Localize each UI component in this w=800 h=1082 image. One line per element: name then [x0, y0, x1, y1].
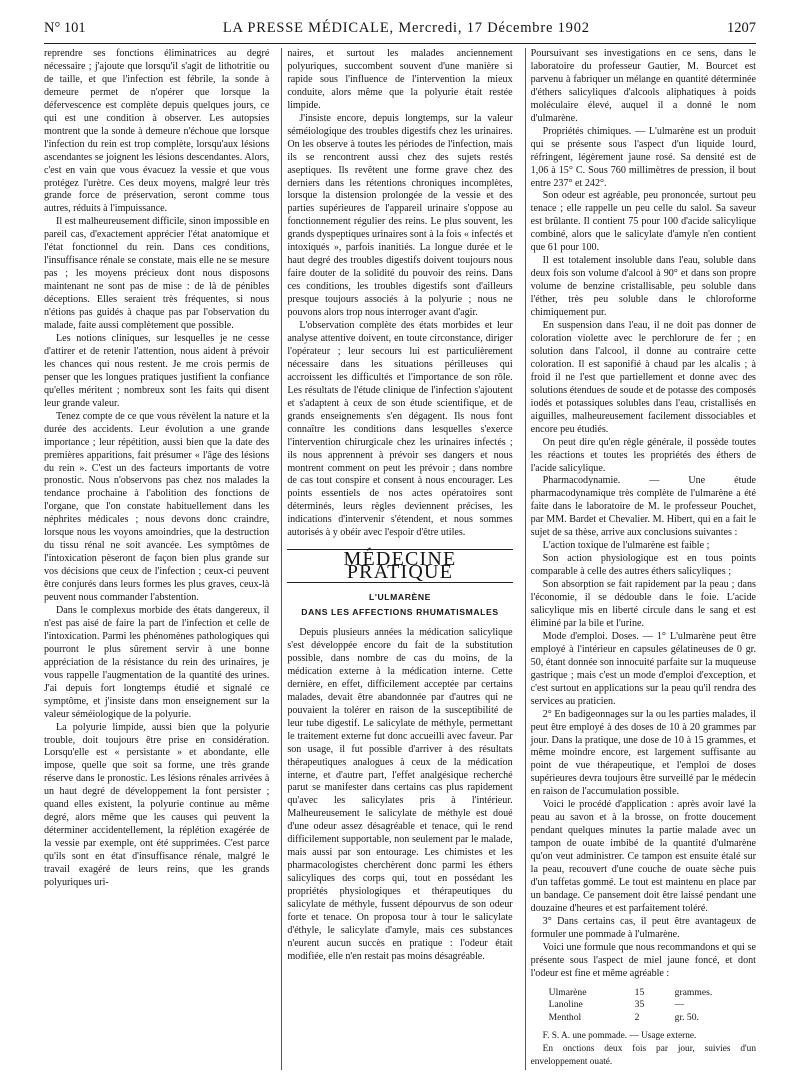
issue-number: N° 101	[44, 20, 86, 36]
closing-note: En onctions deux fois par jour, suivies d'un enveloppement ouaté.	[530, 1044, 756, 1068]
ingredient-name: Lanoline	[548, 999, 583, 1011]
paragraph: L'observation complète des états morbides et leur analyse attentive doivent, en toute circonstance, diriger l'opérateur ; leur secours lui est particulièrement nécessaire dans les situations périlleuses qui accroissent les difficultés et l'importance de son rôle. Les résultats de l'étude clinique de l'infection s'ajoutent et s'adaptent à ceux de son étude scientifique, et de grands enseignements s'en dégagent. Ils nous font connaître les conditions dans lesquelles s'exerce l'intervention chirurgicale chez les urinaires infectés ; ils nous apprennent à prévoir ses dangers et nous montrent comment on peut les prévoir ; dans nombre de cas tout conspire et consent à nous encourager. Les points essentiels de nos actes opératoires sont déterminés, leurs règles deviennent précises, les indications d'intervenir s'étendent, et nous sommes autorisés à y obéir avec l'espoir d'être utiles.	[287, 320, 513, 539]
article-title: L'ULMARÈNE	[368, 592, 431, 603]
article-subtitle: DANS LES AFFECTIONS RHUMATISMALES	[301, 607, 499, 618]
paragraph: Poursuivant ses investigations en ce sens, dans le laboratoire du professeur Gautier, M. Bourcet est parvenu à fabriquer un mélange en quantité déterminée d'éthers salicyliques d'alcools aliphatiques à poids moléculaire élevé, auquel il a donné le nom d'ulmarène.	[530, 48, 756, 124]
column-3	[525, 48, 756, 1070]
paragraph: 2° En badigeonnages sur la ou les parties malades, il peut être employé à des doses de 10 à 20 grammes par jour. Dans la pratique, une dose de 10 à 15 grammes, et même moindre encore, est largement suffisante au point de vue thérapeutique, et l'emploi de doses supérieures devra toujours être surveillé par le médecin en raison de l'accumulation possible.	[530, 708, 756, 798]
journal-title: LA PRESSE MÉDICALE, Mercredi, 17 Décembre 1902	[222, 20, 590, 36]
formula-row	[549, 987, 756, 1000]
paragraph: Mode d'emploi. Doses. — 1° L'ulmarène peut être employé à l'intérieur en capsules gélatineuses de 0 gr. 50, étant donnée son innocuité parfaite sur la muqueuse gastrique ; mais c'est un mode d'emploi d'exception, et c'est surtout en applications sur la peau qu'il rendra des services au praticien.	[530, 630, 756, 707]
paragraph: 3° Dans certains cas, il peut être avantageux de formuler une pommade à l'ulmarène.	[530, 915, 756, 940]
paragraph: reprendre ses fonctions éliminatrices au degré nécessaire ; j'ajoute que lorsqu'il s'agit de lithotritie ou de taille, et que l'infection est fébrile, la sonde à demeure permet de n'opérer que lorsque la défervescence est complète depuis quelques jours, ce qui est une condition à observer. Les autopsies montrent que la sonde à demeure n'échoue que lorsque l'infection du rein est trop complète, lorsqu'aux lésions ascendantes se joignent les lésions descendantes. Alors, c'est en vain que vous évacuez la vessie et que vous protégez l'urètre. Ces deux moyens, malgré leur très grande force de préservation, seront comme tous autres, réduits à l'impuissance.	[44, 48, 270, 215]
text-columns	[44, 48, 756, 1070]
ingredient-name: Menthol	[548, 1011, 582, 1023]
page-number: 1207	[727, 20, 756, 36]
page-header	[44, 20, 756, 44]
formula-row	[549, 1012, 756, 1025]
paragraph: Les notions cliniques, sur lesquelles je ne cesse d'attirer et de retenir l'attention, nous aident à prévoir les chances qui nous restent. Je me crois permis de penser que les longues pratiques justifient la confiance qu'elles méritent ; nombreux sont les faits qui disent leur grande valeur.	[44, 332, 270, 409]
ingredient-unit: gr. 50.	[674, 1011, 699, 1023]
ingredient-qty: 15	[634, 986, 645, 998]
ingredient-name: Ulmarène	[548, 986, 587, 998]
paragraph: Il est malheureusement difficile, sinon impossible en pareil cas, d'exactement apprécier l'état anatomique et l'état fonctionnel du rein. Dans ces conditions, l'insuffisance rénale se constate, mais elle ne se mesure pas ; les moyens précieux dont nous disposons maintenant ne sont pas de mise : de là de pénibles déceptions. Elles seraient très fréquentes, si nous n'étions pas guidés à chaque pas par l'observation du malade, faite aussi complètement que possible.	[44, 216, 270, 332]
paragraph: Son odeur est agréable, peu prononcée, surtout peu tenace ; elle rappelle un peu celle du salol. Sa saveur est brûlante. Il contient 75 pour 100 d'acide salicylique combiné, alors que le salicylate d'amyle n'en contient que 61 pour 100.	[530, 190, 756, 254]
paragraph: Depuis plusieurs années la médication salicylique s'est développée encore du fait de la substitution possible, dans nombre de cas du moins, de la médication externe à la médication interne. Cette dernière, en effet, difficilement acceptée par certains malades, devait être abandonnée par d'autres qui ne pouvaient la tolérer en raison de la susceptibilité de leur tube digestif. Le salicylate de méthyle, permettant le traitement externe fut donc accueilli avec faveur. Par son usage, il fut possible d'arriver à des résultats thérapeutiques analogues à ceux de la médication interne, et d'autre part, l'effet analgésique recherché parut se manifester dans certains cas plus rapidement qu'avec les salicylates pris à l'intérieur. Malheureusement le salicylate de méthyle est doué d'une odeur assez désagréable et tenace, qui le rend difficilement supportable, non seulement par le malade, mais aussi par son entourage. Les chimistes et les pharmacologistes cherchèrent donc parmi les éthers salicyliques des corps qui, tout en possédant les propriétés physiologiques et thérapeutiques du salicylate de méthyle, fussent dépourvus de son odeur forte et tenace. On proposa tour à tour le salicylate d'éthyle, le salicylate d'amyle, mais ces substances n'eurent aucun succès en pratique : l'odeur était modifiée, elle n'en restait pas moins désagréable.	[287, 627, 513, 962]
paragraph: En suspension dans l'eau, il ne doit pas donner de coloration violette avec le perchlorure de fer ; en solution dans l'alcool, il donne au contraire cette coloration. Il est saponifié à chaud par les alcalis ; à froid il ne l'est que partiellement et donne avec des solutions étendues de soude et de potasse des composés iodés et potassiques solubles dans l'eau, cristallisés en aiguilles, malheureusement facilement dissociables et encore peu étudiés.	[530, 320, 756, 435]
paragraph: Il est totalement insoluble dans l'eau, soluble dans deux fois son volume d'alcool à 90° et dans son propre volume de benzine cristallisable, peu soluble dans l'éther, très peu soluble dans le chloroforme chimiquement pur.	[530, 255, 756, 319]
paragraph: Son absorption se fait rapidement par la peau ; dans l'économie, il se dédouble dans le foie. L'acide salicylique mis en liberté circule dans le sang et est éliminé par la bile et l'urine.	[530, 579, 756, 629]
column-1	[44, 48, 269, 1070]
section-title: MÉDECINE PRATIQUE	[343, 548, 457, 584]
paragraph: On peut dire qu'en règle générale, il possède toutes les réactions et toutes les propriétés des éthers de l'acide salicylique.	[530, 436, 756, 474]
paragraph: Voici le procédé d'application : après avoir lavé la peau au savon et à la brosse, on frotte doucement pendant quelques minutes la partie malade avec un tampon de ouate imbibé de la quantité d'ulmarène qu'on veut administrer. Ce tampon est ensuite étalé sur la peau, recouvert d'une couche de ouate sèche puis d'un taffetas gommé. Le tout est maintenu en place par un bandage. Ce pansement doit être laissé pendant une douzaine d'heures et est parfaitement toléré.	[530, 799, 756, 914]
ingredient-unit: —	[674, 999, 685, 1011]
formula-row	[549, 999, 756, 1012]
paragraph: Propriétés chimiques. — L'ulmarène est un produit qui se présente sous l'aspect d'un liquide lourd, réfringent, légèrement jaune rosé. Sa densité est de 1,06 à 15° C. Sous 760 millimètres de pression, il bout entre 237° et 242°.	[530, 125, 756, 189]
paragraph: La polyurie limpide, aussi bien que la polyurie trouble, doit toujours être prise en considération. Lorsqu'elle est « persistante » et abondante, elle impose, quelle que soit sa forme, une très grande réserve dans le pronostic. Les lésions rénales arrivées à un haut degré de développement la font persister ; quand elles existent, la polyurie continue au même degré, alors même que les causes qui peuvent la déterminer accidentellement, la réplétion exagérée de la vessie par exemple, ont été supprimées. C'est parce qu'ils sont en état d'insuffisance rénale, malgré le travail exagéré de leurs reins, que les grands polyuriques uri-	[44, 721, 270, 888]
paragraph: Voici une formule que nous recommandons et qui se présente sous l'aspect de miel jaune foncé, et dont l'odeur est fine et même agréable :	[530, 941, 756, 979]
paragraph: Tenez compte de ce que vous révèlent la nature et la durée des accidents. Leur évolution a une grande importance ; leur répétition, aussi bien que la date des premières apparitions, fait présumer « l'âge des lésions du rein ». C'est un des facteurs importants de votre pronostic. Nous n'observons pas chez nos malades la tendance prochaine à l'abolition des fonctions de l'organe, que l'on constate habituellement dans les néphrites médicales ; nous devons donc craindre, lorsque nous les voyons amoindries, que la destruction du tissu rénal ne soit avancée. Les symptômes de l'intoxication pèseront de façon bien plus grande sur vos décisions que ceux de l'infection ; ceux-ci peuvent être conjurés dans leurs formes les plus graves, ceux-là peuvent nous commander l'abstention.	[44, 410, 270, 604]
paragraph: Pharmacodynamie. — Une étude pharmacodynamique très complète de l'ulmarène a été faite dans le laboratoire de M. le professeur Pouchet, par MM. Bardet et Chevalier. M. Hibert, qui en a fait le sujet de sa thèse, arrive aux conclusions suivantes :	[530, 475, 756, 539]
formula-table	[549, 987, 756, 1025]
paragraph: Dans le complexus morbide des états dangereux, il n'est pas aisé de faire la part de l'infection et celle de l'intoxication. Parmi les phénomènes pathologiques qui pourront le plus sûrement servir à une bonne appréciation de la résistance du rein des urinaires, je vous rappelle l'augmentation de la quantité des urines. J'ai depuis fort longtemps étudié et signalé ce symptôme, et j'insiste dans mon enseignement sur la valeur séméiologique de la polyurie.	[44, 604, 270, 720]
paragraph: J'insiste encore, depuis longtemps, sur la valeur séméiologique des troubles digestifs chez les urinaires. On les observe à toutes les périodes de l'infection, mais ils se rencontrent aussi chez des sujets restés aseptiques. Ils revêtent une forme grave chez des derniers dans les rétentions chroniques incomplètes, lorsque la distension prolongée de la vessie et des parties supérieures de l'appareil urinaire s'oppose au fonctionnement régulier des reins. Le plus souvent, les grands dyspeptiques urinaires sont à la fois « infectés et intoxiqués », parfois inanitiés. La longue durée et le haut degré des troubles digestifs doivent toujours nous faire douter de la solidité du pouvoir des reins. Dans ces conditions, les troubles digestifs sont d'ailleurs presque toujours associés à la polyurie ; nous ne pouvons alors trop nous interroger avant d'agir.	[287, 112, 513, 319]
paragraph: L'action toxique de l'ulmarène est faible ;	[542, 540, 710, 552]
formula-note: F. S. A. une pommade. — Usage externe.	[542, 1031, 697, 1042]
ingredient-qty: 35	[634, 999, 645, 1011]
paragraph: Son action physiologique est en tous points comparable à celle des autres éthers salicyliques ;	[530, 553, 756, 578]
paragraph: naires, et surtout les malades anciennement polyuriques, succombent souvent d'une manière si rapide sous l'influence de l'intervention la mieux conduite, alors même que la polyurie était restée limpide.	[287, 48, 513, 111]
ingredient-qty: 2	[634, 1011, 640, 1023]
ingredient-unit: grammes.	[674, 986, 713, 998]
column-2	[281, 48, 512, 1070]
